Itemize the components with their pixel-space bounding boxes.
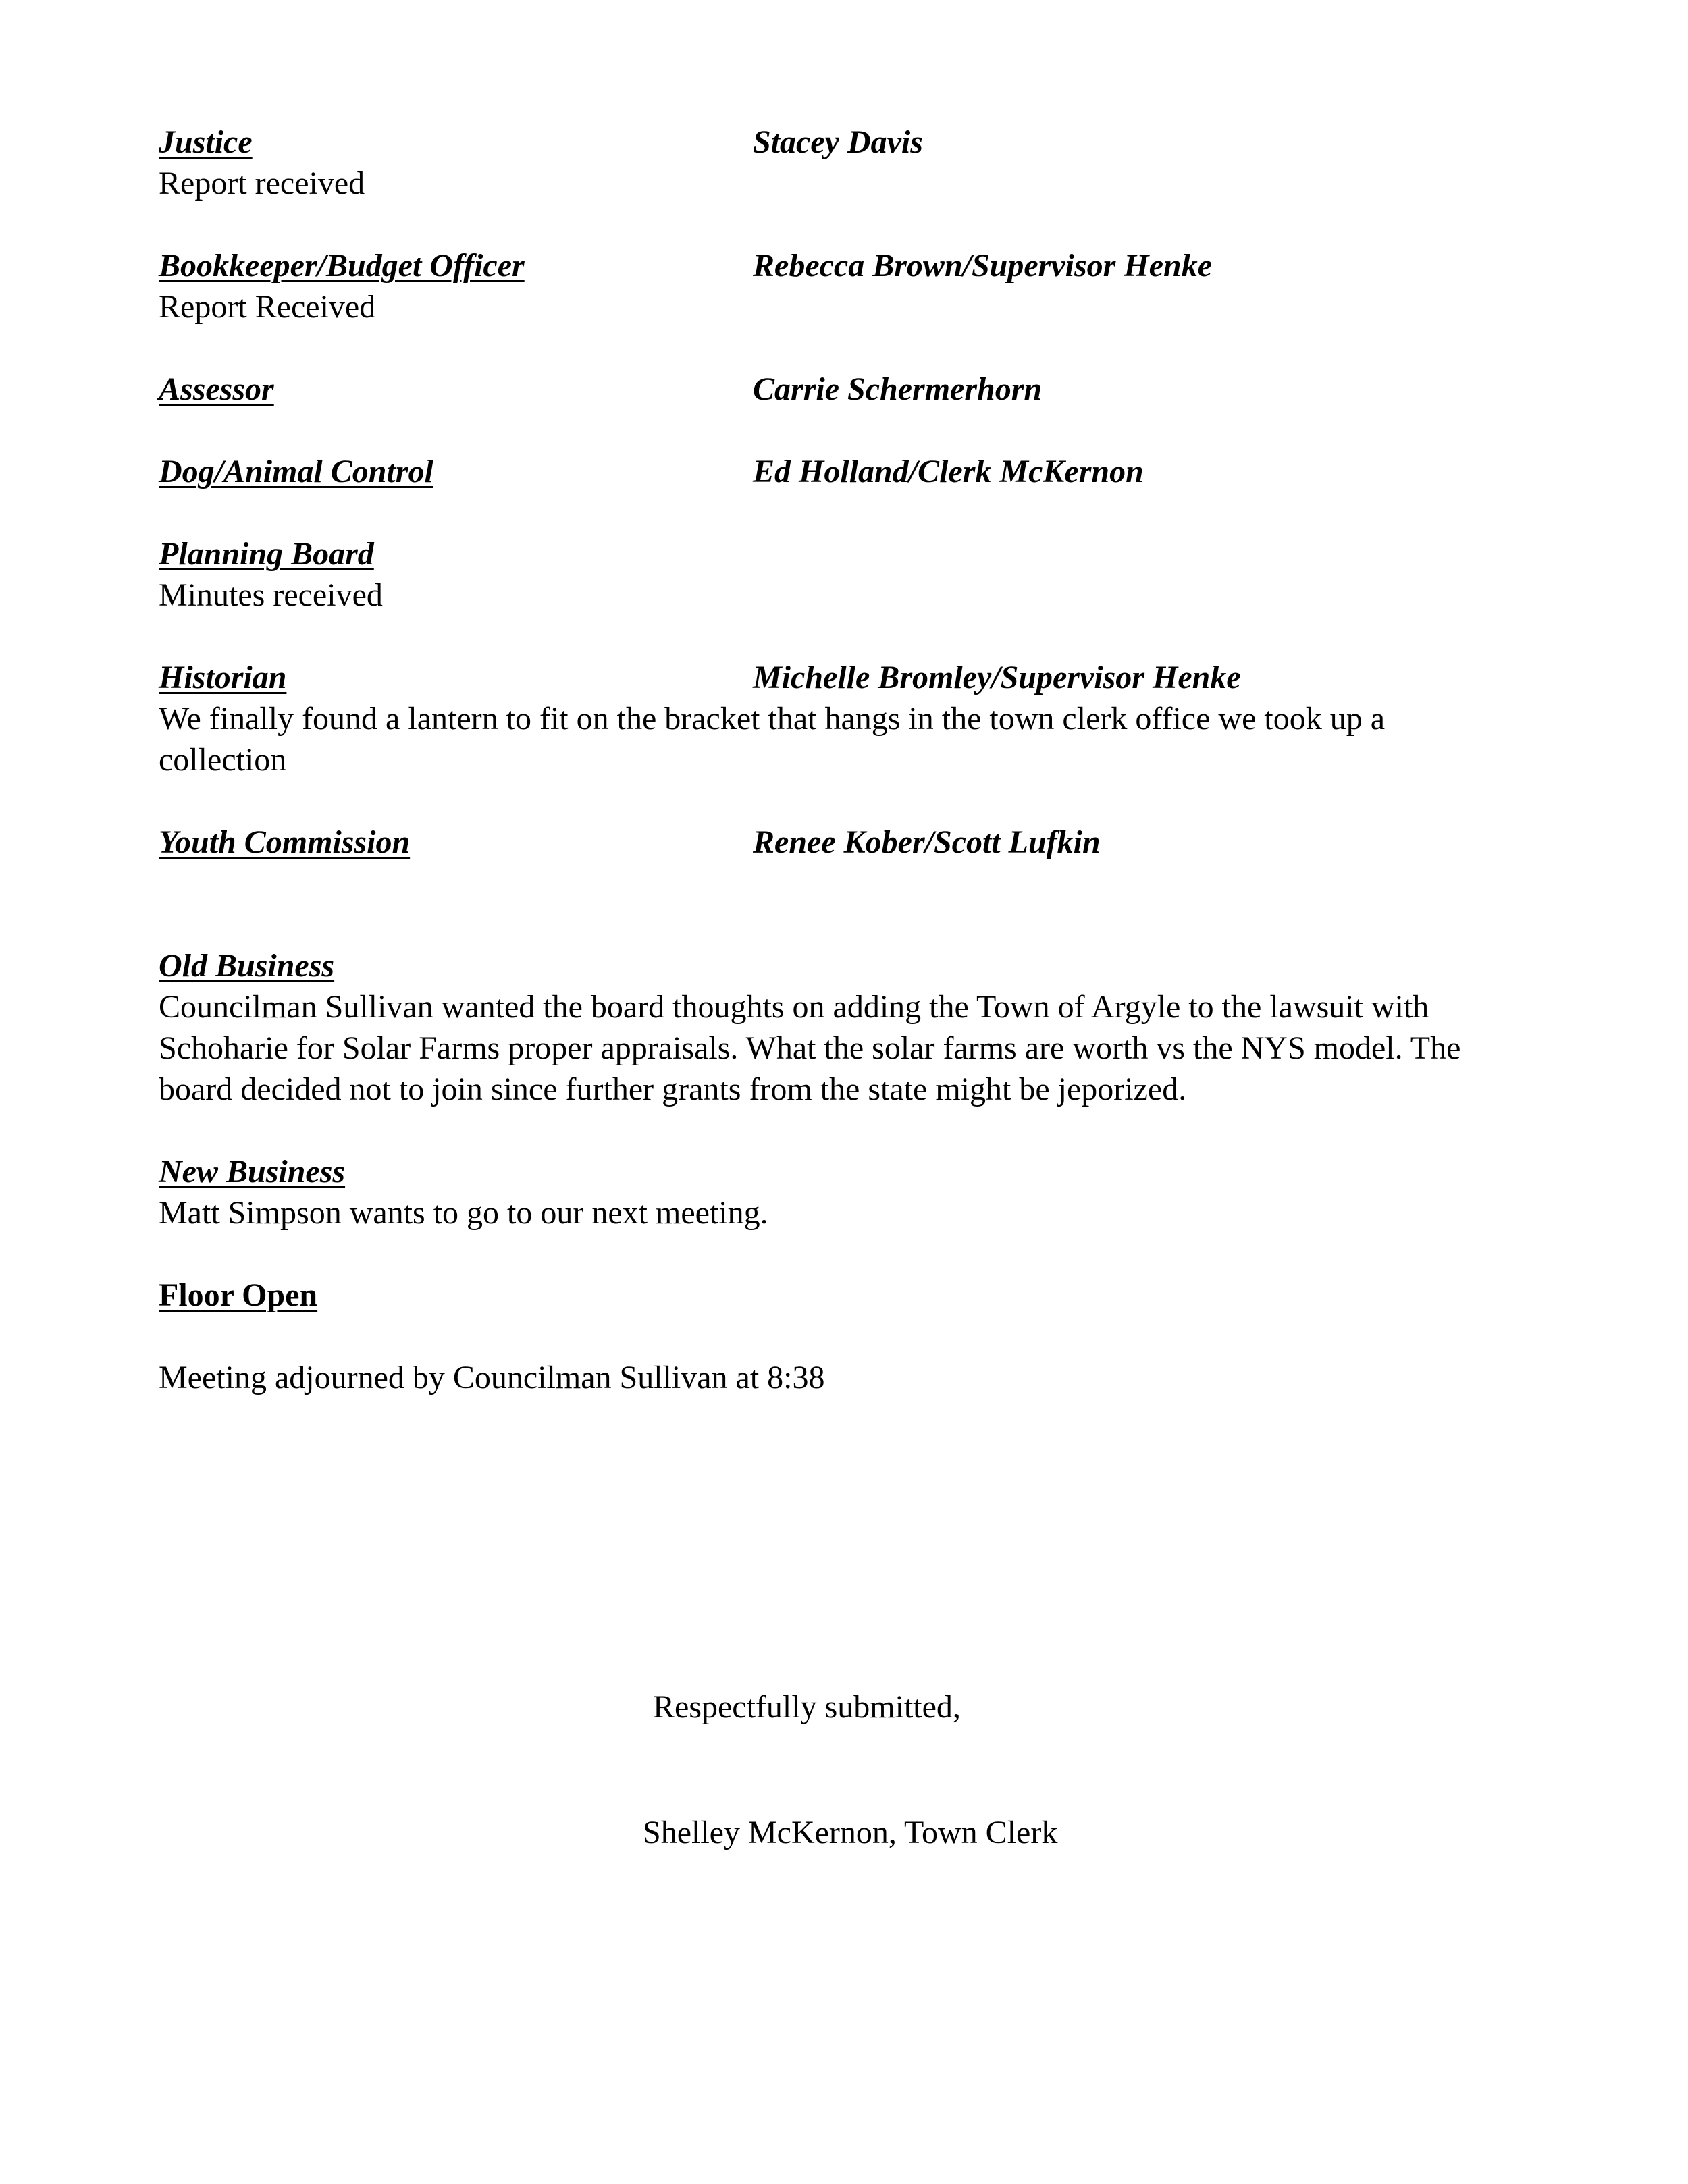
old-business-line-2: Schoharie for Solar Farms proper appraisals. What the solar farms are worth vs the NYS model. The bbox=[159, 1030, 1461, 1066]
closing-signature: Shelley McKernon, Town Clerk bbox=[643, 1815, 1058, 1850]
justice-person: Stacey Davis bbox=[753, 124, 923, 160]
floor-open-heading: Floor Open bbox=[159, 1277, 318, 1313]
justice-note: Report received bbox=[159, 165, 365, 201]
youth-commission-person: Renee Kober/Scott Lufkin bbox=[753, 824, 1101, 860]
historian-note-line-1: We finally found a lantern to fit on the bracket that hangs in the town clerk office we took up a bbox=[159, 701, 1386, 737]
bookkeeper-person: Rebecca Brown/Supervisor Henke bbox=[753, 248, 1212, 284]
historian-note-line-2: collection bbox=[159, 742, 287, 778]
closing-salutation: Respectfully submitted, bbox=[653, 1689, 961, 1725]
historian-heading: Historian bbox=[159, 660, 287, 695]
dog-control-person: Ed Holland/Clerk McKernon bbox=[753, 454, 1144, 489]
adjournment-text: Meeting adjourned by Councilman Sullivan at 8:38 bbox=[159, 1360, 825, 1395]
bookkeeper-heading: Bookkeeper/Budget Officer bbox=[159, 248, 525, 284]
historian-person: Michelle Bromley/Supervisor Henke bbox=[753, 660, 1241, 695]
assessor-heading: Assessor bbox=[159, 371, 274, 407]
old-business-line-3: board decided not to join since further grants from the state might be jeporized. bbox=[159, 1071, 1187, 1107]
youth-commission-heading: Youth Commission bbox=[159, 824, 411, 860]
assessor-person: Carrie Schermerhorn bbox=[753, 371, 1043, 407]
planning-board-heading: Planning Board bbox=[159, 536, 374, 572]
old-business-line-1: Councilman Sullivan wanted the board thoughts on adding the Town of Argyle to the lawsuit with bbox=[159, 989, 1429, 1025]
bookkeeper-note: Report Received bbox=[159, 289, 376, 325]
justice-heading: Justice bbox=[159, 124, 253, 160]
new-business-heading: New Business bbox=[159, 1154, 346, 1190]
new-business-note: Matt Simpson wants to go to our next meeting. bbox=[159, 1195, 768, 1231]
dog-control-heading: Dog/Animal Control bbox=[159, 454, 433, 489]
planning-board-note: Minutes received bbox=[159, 577, 383, 613]
old-business-heading: Old Business bbox=[159, 948, 335, 984]
